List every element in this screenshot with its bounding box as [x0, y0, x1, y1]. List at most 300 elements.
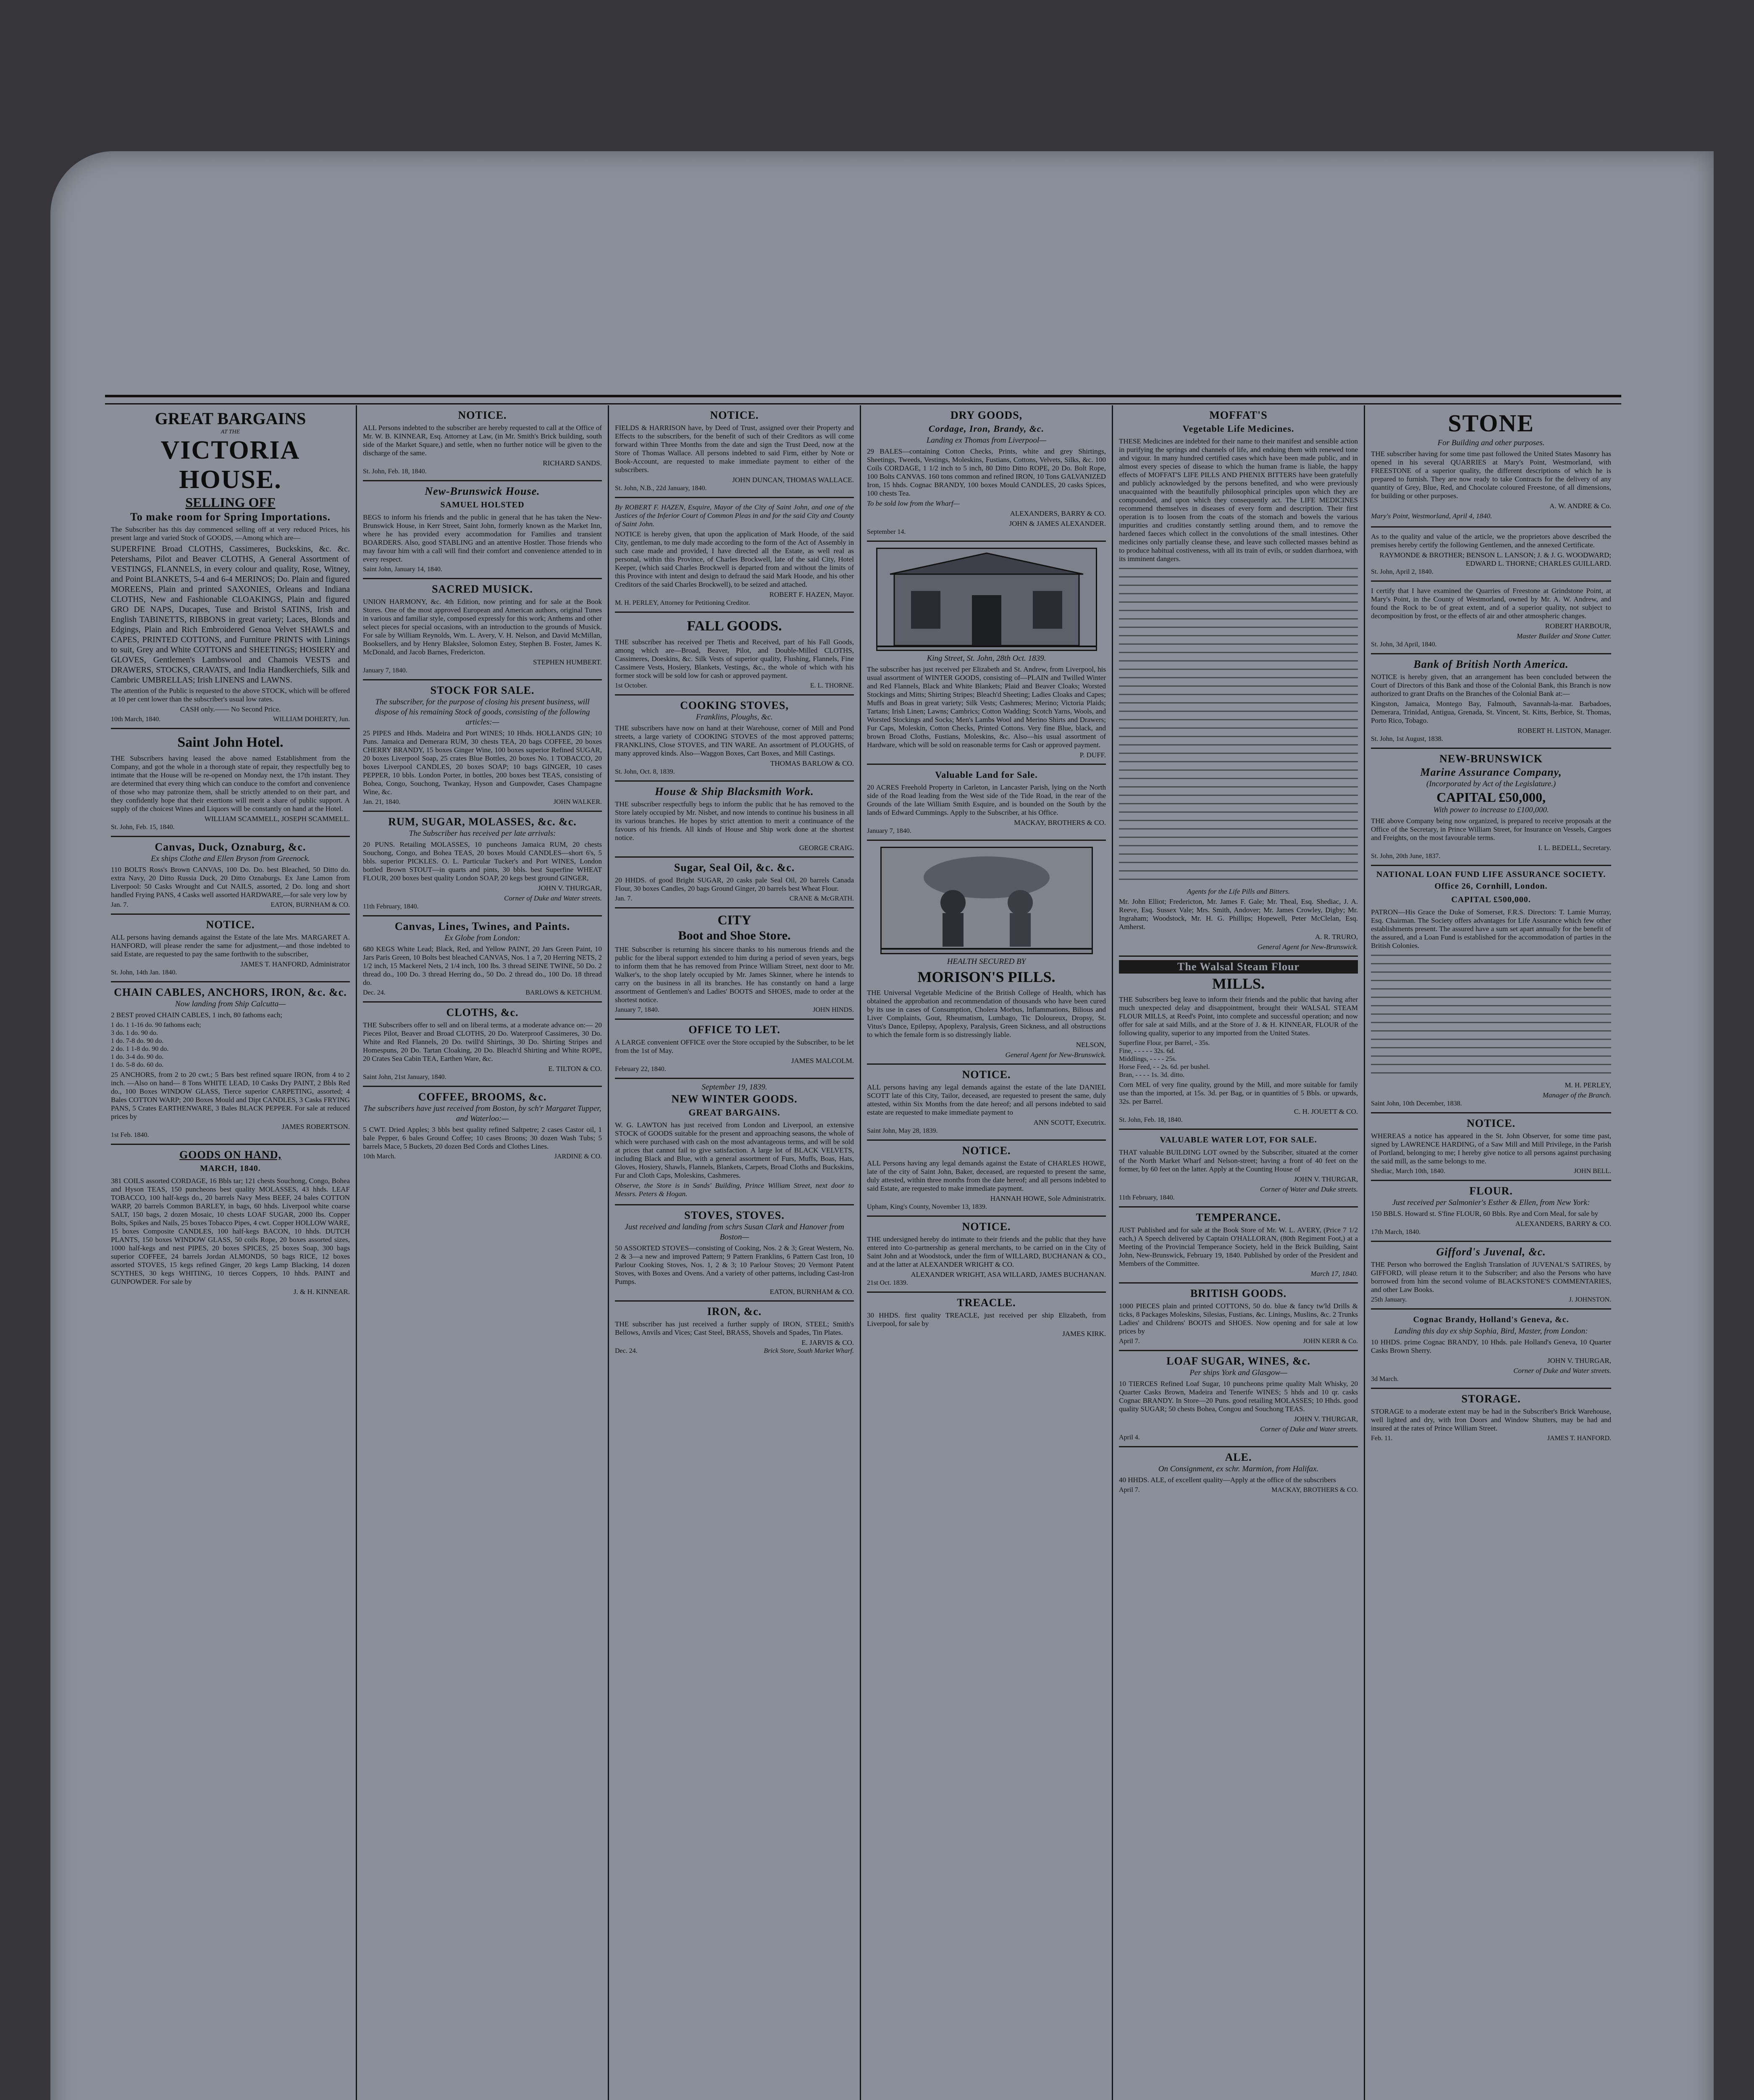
ad-title: VALUABLE WATER LOT, FOR SALE. [1160, 1135, 1317, 1144]
ad-title: TREACLE. [957, 1297, 1016, 1309]
ad-capital: CAPITAL £500,000. [1451, 895, 1531, 904]
cloths-ad [363, 1003, 602, 1087]
list-item: 1 do. 3-4 do. 90 do. [111, 1053, 164, 1060]
ad-signer: E. JARVIS & CO. [801, 1339, 854, 1347]
ad-footer [363, 565, 602, 574]
ad-signer: JOHN V. THURGAR, [1294, 1415, 1358, 1423]
ad-body: 20 HHDS. of good Bright SUGAR, 20 casks pale Seal Oil, 20 barrels Canada Flour, 30 boxes Candles, 20 bags Ground Ginger, 20 barrels best Wheat Flour. [615, 876, 854, 892]
price-row: Fine, - - - - - 32s. 6d. [1119, 1047, 1175, 1055]
ad-signer: THOMAS BARLOW & CO. [770, 759, 854, 767]
ad-title: NEW-BRUNSWICK [1439, 753, 1543, 765]
ad-body: THE Person who borrowed the English Translation of JUVENAL'S SATIRES, by GIFFORD, will please return it to the Subscriber; and also the Persons who have borrowed from him the second volume of BLACKSTONE'S COMMENTARIES, and other Law Books. [1371, 1260, 1611, 1294]
ad-title: GOODS ON HAND, [179, 1149, 281, 1161]
column-3 [609, 405, 861, 2100]
ad-title: COFFEE, BROOMS, &c. [418, 1091, 547, 1103]
ad-signer: ALEXANDERS, BARRY & CO. [1010, 509, 1106, 517]
ad-body: ALL persons having any legal demands against the estate of the late DANIEL SCOTT late of this City, Tailor, deceased, are requested to present the same, duly attested, within Six Months from the date hereof; and all persons indebted to said estate are requested to make immediate payment to [867, 1083, 1106, 1116]
ad-date: March 17, 1840. [1310, 1270, 1358, 1278]
ad-body: THE subscriber respectfully begs to inform the public that he has removed to the Store lately occupied by Mr. Nisbet, and now intends to continue his business in all its various branches. He hopes by strict attention to merit a continuance of the favours of his friends. All kinds of House and Ship work done at the shortest notice. [615, 800, 854, 842]
ad-subheading: Per ships York and Glasgow— [1189, 1368, 1287, 1377]
engraving-caption: King Street, St. John, 28th Oct. 1839. [927, 654, 1046, 663]
ad-subheading: SAMUEL HOLSTED [440, 500, 525, 509]
ad-footer [111, 715, 350, 724]
ad-body: THE subscriber having for some time past followed the United States Masonry has opened in his several QUARRIES at Mary's Point, Westmorland, with FREESTONE of a superior quality, the different descriptions of which he is prepared to furnish. They are now ready to take Contracts for the delivery of any quantity of Grey, Blue, Red, and Chocolate coloured Freestone, of all dimensions, for building or other purposes. [1371, 450, 1611, 500]
ad-title: The Walsal Steam Flour [1119, 960, 1358, 974]
ad-title: Boot and Shoe Store. [678, 929, 791, 942]
ad-capital-note: With power to increase to £100,000. [1433, 806, 1549, 814]
sands-notice-ad [363, 405, 602, 481]
ad-heading: GREAT BARGAINS [155, 409, 306, 428]
ad-signer: MACKAY, BROTHERS & CO. [1271, 1486, 1358, 1494]
ad-address: Manager of the Branch. [1542, 1091, 1611, 1099]
ad-title: DRY GOODS, [950, 409, 1023, 421]
ad-date: 25th January. [1371, 1296, 1407, 1303]
cooking-stoves-ad [615, 696, 854, 782]
coffee-brooms-ad [363, 1087, 602, 1165]
ad-signer: BARLOWS & KETCHUM. [525, 989, 602, 996]
price-row: Superfine Flour, per Barrel, - 35s. [1119, 1040, 1210, 1047]
ad-date: St. John, Feb. 18, 1840. [363, 468, 427, 475]
ad-subheading: Vegetable Life Medicines. [1182, 423, 1294, 434]
ad-address: Brick Store, South Market Wharf. [764, 1347, 854, 1354]
ad-footer [1371, 1296, 1611, 1304]
water-lot-ad [1119, 1130, 1358, 1208]
ad-body: The attention of the Public is requested to the above STOCK, which will be offered at 10 per cent lower than the subscriber's usual low rates. [111, 687, 350, 703]
ad-signer: JOHN V. THURGAR, [1294, 1175, 1358, 1183]
loaf-sugar-ad [1119, 1351, 1358, 1447]
new-brunswick-house-ad [363, 481, 602, 579]
walsal-mills-ad [1119, 957, 1358, 1130]
ad-body: 381 COILS assorted CORDAGE, 16 Bbls tar; 121 chests Souchong, Congo, Bohea and Hyson TEAS, 150 puncheons best quality MOLASSES, 43 hhds. LEAF TOBACCO, 100 half-kegs do., 20 barrels Navy Mess BEEF, 24 bales COTTON WARP, 20 barrels Common BARLEY, in bags, 60 hhds. Liverpool white coarse SALT, 150 bags, 2 dozen Mosaic, 10 chests LOAF SUGAR, 2000 lbs. Copper Bolts, Spikes and Nails, 25 boxes Tobacco Pipes, 4 cwt. Copper HOLLOW WARE, 15 boxes Composite CANDLES, 100 half-kegs BACON, 10 hhds. DUTCH PLANTS, 150 boxes WINDOW GLASS, 50 coils Rope, 20 boxes assorted sizes, 1000 half-kegs and nest PIPES, 20 boxes SPICES, 25 boxes Soap, 300 bags superior COFFEE, 24 barrels Jordan ALMONDS, 50 bags RICE, 12 boxes assorted STOVES, 15 kegs refined Ginger, 20 kegs Lamp Blacking, 14 dozen SCYTHES, 30 kegs WHITING, 10 tierces Coppers, 10 hhds. PAINT and GUNPOWDER. For sale by [111, 1177, 350, 1286]
ad-body: THE Subscribers having leased the above named Establishment from the Company, and got the whole in a thorough state of repair, they respectfully beg to intimate that the House will be re-opened on Monday next, the 17th instant. They are determined that every thing which can conduce to the comfort and convenience of those who may patronize them, shall be strictly attended to on their part, and they confidently hope that their exertions will merit a share of public support. A supply of the choicest Wines and Liquors will be constantly on hand at the Hotel. [111, 754, 350, 813]
ad-date: Jan. 21, 1840. [363, 798, 401, 806]
ad-capital: CAPITAL £50,000, [1436, 790, 1546, 805]
ad-signer: JOHN DUNCAN, THOMAS WALLACE. [732, 476, 854, 484]
ad-tagline: To make room for Spring Importations. [130, 511, 331, 523]
ad-body: THE Universal Vegetable Medicine of the British College of Health, which has obtained the approbation and recommendation of thousands who have been cured by its use in cases of Consumption, Cholera Morbus, Inflammations, Bilious and Liver Complaints, Gout, Rheumatism, Lumbago, Tic Doloureux, Dropsy, St. Vitus's Dance, Epilepsy, Apoplexy, Paralysis, Green Sickness, and all obstructions to which the female form is so distressingly liable. [867, 989, 1106, 1039]
ad-body: The Subscriber has this day commenced selling off at very reduced Prices, his present large and varied Stock of GOODS, —Among which are— [111, 525, 350, 542]
ad-title: LOAF SUGAR, WINES, &c. [1166, 1355, 1310, 1367]
ad-date: St. John, Feb. 18, 1840. [1119, 1116, 1183, 1124]
ad-date: 11th February, 1840. [363, 903, 419, 910]
stone-certificate [1371, 582, 1611, 654]
ad-date: St. John, 3d April, 1840. [1371, 641, 1437, 648]
stone-quality-testimonial [1371, 528, 1611, 582]
ad-signer: ALEXANDERS, BARRY & CO. [1515, 1220, 1611, 1228]
dry-goods-ad [867, 405, 1106, 542]
ad-signer: WILLIAM DOHERTY, Jun. [273, 716, 350, 723]
ad-date: St. John, 1st August, 1838. [1371, 735, 1443, 743]
ad-footer [111, 823, 350, 832]
ad-footer [1371, 568, 1611, 576]
storage-ad [1371, 1389, 1611, 1447]
ad-footer [363, 989, 602, 997]
ad-date: St. John, 14th Jan. 1840. [111, 969, 177, 976]
ad-body: 40 HHDS. ALE, of excellent quality—Apply at the office of the subscribers [1119, 1476, 1336, 1484]
ad-lead: By ROBERT F. HAZEN, Esquire, Mayor of the City of Saint John, and one of the Justices of the Inferior Court of Common Pleas in and for the said City and County of Saint John. [615, 503, 854, 528]
ad-footer [615, 895, 854, 903]
ad-date: September 19, 1839. [701, 1083, 767, 1092]
ad-body: 30 HHDS. first quality TREACLE, just received per ship Elizabeth, from Liverpool, for sale by [867, 1311, 1106, 1328]
ad-body: 150 BBLS. Howard st. S'fine FLOUR, 60 Bbls. Rye and Corn Meal, for sale by [1371, 1210, 1599, 1218]
ad-title: Cognac Brandy, Holland's Geneva, &c. [1413, 1315, 1569, 1324]
list-item: 3 do. 1 do. 90 do. [111, 1029, 158, 1037]
ad-subheading: Ex ships Clothe and Ellen Bryson from Greenock. [151, 854, 310, 863]
ad-signer: JAMES T. HANFORD, Administrator [240, 960, 350, 968]
ad-subheading: Marine Assurance Company, [1420, 766, 1562, 778]
ad-footer [615, 484, 854, 493]
mayor-notice [615, 498, 854, 613]
ad-title: FALL GOODS. [687, 618, 782, 634]
ad-title: OFFICE TO LET. [688, 1024, 780, 1036]
ad-date: January 7, 1840. [867, 827, 911, 835]
advertisement-columns [105, 405, 1621, 2100]
ad-body: A LARGE convenient OFFICE over the Store occupied by the Subscriber, to be let from the 1st of May. [615, 1038, 854, 1055]
ad-title: CLOTHS, &c. [446, 1006, 519, 1018]
price-row: Middlings, - - - - 25s. [1119, 1055, 1177, 1063]
ad-signer: JARDINE & CO. [554, 1153, 602, 1160]
ad-signer: WILLIAM SCAMMELL, JOSEPH SCAMMELL. [204, 815, 350, 823]
branch-places: Kingston, Jamaica, Montego Bay, Falmouth, Savannah-la-mar. Barbadoes, Demerara, Trinidad, Antigua, Grenada, St. Vincent, St. Kitts, Berbice, St. Thomas, Porto Rico, Tobago. [1371, 700, 1611, 724]
ad-address: Master Builder and Stone Cutter. [1516, 632, 1611, 640]
ad-date: January 7, 1840. [363, 667, 407, 674]
ad-body: 10 TIERCES Refined Loaf Sugar, 10 puncheons prime quality Malt Whisky, 20 Quarter Casks Brown, Madeira and Tenerife WINES; 5 hhds and 10 qr. casks Cognac BRANDY. In Store—20 Puns. good retailing MOLASSES; 10 Hhds. good quality SUGAR; 50 chests Bohea, Congou and Souchong TEAS. [1119, 1380, 1358, 1413]
ad-date: April 7. [1119, 1338, 1140, 1345]
ad-body: THE subscribers have now on hand at their Warehouse, corner of Mill and Pond streets, a large variety of COOKING STOVES of the most approved patterns; FRANKLINS, Close STOVES, and TIN WARE. An assortment of PLOUGHS, of many approved kinds. Also—Waggon Boxes, Cart Boxes, and Mill Castings. [615, 724, 854, 757]
ad-footer [615, 768, 854, 776]
moffats-medicines-ad [1119, 405, 1358, 957]
agents-heading: Agents for the Life Pills and Bitters. [1187, 887, 1290, 895]
ad-subheading: Landing ex Thomas from Liverpool— [926, 436, 1047, 445]
copartnership-notice [867, 1217, 1106, 1293]
ad-title: NOTICE. [458, 409, 507, 421]
ad-title: TEMPERANCE. [1196, 1211, 1281, 1223]
ad-subheading: Franklins, Ploughs, &c. [696, 713, 773, 722]
ad-footer [363, 798, 602, 806]
ad-title: NATIONAL LOAN FUND LIFE ASSURANCE SOCIETY. [1376, 870, 1606, 879]
ad-title: STOVES, STOVES. [684, 1209, 785, 1221]
ad-footer [615, 1347, 854, 1355]
ad-body: 10 HHDS. prime Cognac BRANDY, 10 Hhds. pale Holland's Geneva, 10 Quarter Casks Brown Sherry. [1371, 1338, 1611, 1354]
ad-body: PATRON—His Grace the Duke of Somerset, F.R.S. Directors: T. Lamie Murray, Esq. Chairman. The Society offers advantages for Life Assurance which few other establishments present. The assured have a sum set apart annually for the benefit of the assured, and a Loan Fund is established for the accommodation of parties in the British Colonies. [1371, 908, 1611, 950]
ad-title: STONE [1448, 410, 1534, 437]
blacksmith-ad [615, 782, 854, 858]
ad-title: CHAIN CABLES, ANCHORS, IRON, &c. &c. [114, 986, 347, 998]
ad-body: BEGS to inform his friends and the public in general that he has taken the New-Brunswick House, in Kerr Street, Saint John, formerly known as the Market Inn, where he has provided every accommodation for Families and transient BOARDERS. Also, good STABLING and an attentive Hostler. Those friends who may favour him with a call will find their comfort and convenience attended to in every respect. [363, 513, 602, 563]
saint-john-hotel-ad [111, 729, 350, 837]
ad-signer: ANN SCOTT, Executrix. [1033, 1118, 1106, 1126]
ad-subheading: SELLING OFF [185, 495, 276, 510]
ad-footer [111, 1131, 350, 1139]
list-item: 2 do. 1 1-8 do. 90 do. [111, 1045, 169, 1053]
ad-footer [1371, 1434, 1611, 1443]
ad-date: Mary's Point, Westmorland, April 4, 1840. [1371, 512, 1492, 520]
ad-body: JUST Published and for sale at the Book Store of Mr. W. L. AVERY, (Price 7 1/2 each,) A Speech delivered by Captain O'HALLORAN, (80th Regiment Foot,) at a Meeting of the Provincial Temperance Society, held in the Brick Building, Saint John, New-Brunswick, February 19, 1840. Published by order of the President and Members of the Committee. [1119, 1226, 1358, 1268]
ad-footer [615, 1065, 854, 1074]
ad-body-continued [1371, 953, 1611, 1079]
column-1 [105, 405, 357, 2100]
column-6 [1365, 405, 1617, 2100]
ad-date: Dec. 24. [363, 989, 386, 996]
ad-date: St. John, 20th June, 1837. [1371, 853, 1441, 860]
ad-signer: GEORGE CRAIG. [799, 844, 854, 852]
rum-sugar-ad [363, 812, 602, 916]
ad-signer: EATON, BURNHAM & CO. [769, 1288, 854, 1296]
ad-title: Saint John Hotel. [177, 735, 284, 750]
ad-footer [867, 528, 1106, 536]
sacred-musick-ad [363, 579, 602, 680]
land-for-sale-ad [867, 765, 1106, 841]
ad-date: M. H. PERLEY, Attorney for Petitioning Creditor. [615, 599, 750, 606]
ad-title: NOTICE. [962, 1068, 1011, 1081]
ad-footer [1119, 1337, 1358, 1346]
top-rule [105, 395, 1621, 404]
ad-title: New-Brunswick House. [425, 485, 540, 497]
ad-footer [867, 1203, 1106, 1211]
ad-signer: EATON, BURNHAM & CO. [270, 901, 350, 908]
temperance-ad [1119, 1208, 1358, 1284]
ad-date: Shediac, March 10th, 1840. [1371, 1168, 1445, 1175]
ad-body: UNION HARMONY, &c. 4th Edition, now printing and for sale at the Book Stores. One of the most approved European and American authors, original Tunes in various and familiar style, composed expressly for this work; Anthems and other select pieces for special occasions, with an introduction to the grounds of Musick. For sale by William Reynolds, Wm. L. Avery, V. H. Nelson, and David McMillan, Booksellers, and by Henry Blakslee, Solomon Estey, Stephen B. Foster, James K. McDonald, and Jacob Barnes, Fredericton. [363, 598, 602, 656]
ad-footer [363, 903, 602, 911]
ad-body: NOTICE is hereby given, that upon the application of Mark Hoode, of the said City, gentleman, to me duly made according to the form of the Act of Assembly in such case made and provided, I have directed all the Estate, as well real as personal, within this Province, of Charles Brockwell, late of the said City, Hotel Keeper, (which said Charles Brockwell is departed from and without the limits of this Province with intent and design to defraud the said Mark Hoode, and his other Creditors of the said Charles Brockwell), to be seized and attached. [615, 530, 854, 588]
ad-body: 680 KEGS White Lead; Black, Red, and Yellow PAINT, 20 Jars Green Paint, 10 Jars Paris Green, 10 Bolts best bleached CANVAS, Nos. 1 a 7, 20 Herring NETS, 2 1/2 inch, 15 Mackerel Nets, 2 1/4 inch, 100 lbs. 3 thread SEINE TWINE, 50 Do. 2 thread do., 100 Do. 3 thread Herring do., 50 Do. 2 thread do., 100 Do. 18 thread do. [363, 945, 602, 987]
ad-date: St. John, Feb. 15, 1840. [111, 824, 175, 831]
ad-body: THE above Company being now organized, is prepared to receive proposals at the Office of the Secretary, in Prince William Street, for Insurance on Vessels, Cargoes and Freights, on the most favourable terms. [1371, 817, 1611, 842]
ad-signer: JOHN KERR & Co. [1303, 1338, 1358, 1345]
ad-title: NOTICE. [962, 1144, 1011, 1157]
ad-signer: JAMES T. HANFORD. [1547, 1435, 1611, 1442]
victoria-house-ad [111, 405, 350, 729]
ad-signer: ROBERT HARBOUR, [1545, 622, 1611, 630]
allegorical-engraving [880, 847, 1093, 954]
ad-footer [363, 1152, 602, 1161]
ad-title: NOTICE. [1466, 1117, 1516, 1129]
ad-footer [1371, 1167, 1611, 1176]
ad-date: 10th March, 1840. [111, 716, 161, 723]
ad-footer [1371, 640, 1611, 649]
canvas-lines-ad [363, 916, 602, 1003]
fields-harrison-notice [615, 405, 854, 498]
ad-date: September 14. [867, 528, 906, 536]
ad-date: St. John, Oct. 8, 1839. [615, 768, 675, 775]
ad-body-continued [1119, 566, 1358, 885]
ad-footer [1119, 1433, 1358, 1442]
ad-signer: J. JOHNSTON. [1569, 1296, 1611, 1303]
ad-date: 11th February, 1840. [1119, 1194, 1175, 1201]
ad-subheading: AT THE [221, 429, 240, 435]
ad-title: IRON, &c. [707, 1305, 762, 1318]
ad-signer: JAMES MALCOLM. [791, 1057, 854, 1065]
goods-on-hand-ad [111, 1145, 350, 1300]
ad-subheading: The Subscriber has received per late arrivals: [409, 829, 556, 838]
ad-title: VICTORIA HOUSE. [160, 436, 300, 494]
ad-body: 1000 PIECES plain and printed COTTONS, 50 do. blue & fancy tw'ld Drills & ticks, 8 Packages Moleskins, Silesias, Fustians, &c. Linings, Muslins, &c. 2 Trunks Ladies' and Childrens' BOOTS and SHOES. Now opening and for sale at low prices by [1119, 1302, 1358, 1335]
ad-body: THE Subscribers beg leave to inform their friends and the public that having after much unexpected delay and disappointment, brought their WALSAL STEAM FLOUR MILLS, at Reed's Point, into complete and successful operation; and now offer for sale at said Mills, and at the Store of J. & H. KINNEAR, FLOUR of the following quality, superior to any imported from the United States. [1119, 995, 1358, 1037]
ad-footer [1371, 1100, 1611, 1108]
ad-signer: ROBERT H. LISTON, Manager. [1517, 727, 1611, 735]
ad-signer: RICHARD SANDS. [543, 459, 602, 467]
storefront-engraving [876, 548, 1097, 651]
ad-date: 1st Feb. 1840. [111, 1131, 149, 1139]
ad-subheading: Just received and landing from schrs Susan Clark and Hanover from Boston— [625, 1223, 844, 1242]
ad-date: April 4. [1119, 1434, 1140, 1441]
ad-body: THE Subscriber is returning his sincere thanks to his numerous friends and the public for the liberal support extended to him during a period of seven years, begs to inform them that he has removed from Prince William Street, next door to Mr. Walker's, to the shop lately occupied by Mr. James Skinner, where he intends to carry on the business in all its branches. He has constantly on hand a large assortment of Gentlemen's and Ladies' BOOTS and SHOES, made to order at the shortest notice. [615, 945, 854, 1004]
ad-date: Saint John, 21st January, 1840. [363, 1074, 446, 1081]
ad-body: STORAGE to a moderate extent may be had in the Subscriber's Brick Warehouse, well lighted and dry, with Iron Doors and Window Shutters, may be had and insured at the rates of Prince William Street. [1371, 1407, 1611, 1432]
ad-date: April 7. [1119, 1486, 1140, 1494]
ad-footer [111, 901, 350, 909]
ad-subheading: Now landing from Ship Calcutta— [175, 1000, 286, 1008]
ad-footer [363, 1073, 602, 1082]
stock-for-sale-ad [363, 680, 602, 812]
british-goods-ad [1119, 1284, 1358, 1351]
ad-note: Observe, the Store is in Sands' Building, Prince William Street, next door to Messrs. Peters & Hogan. [615, 1181, 854, 1198]
ad-subheading: Cordage, Iron, Brandy, &c. [928, 423, 1045, 434]
ad-body: THE subscriber has received per Thetis and Received, part of his Fall Goods, among which are—Broad, Beaver, Pilot, and Double-Milled CLOTHS, Cassimeres, Doeskins, &c. Silk Vests of superior quality, Flushing, Flannels, Fine Cassimere Vests, Hosiery, Blankets, Vestings, &c., the whole of which with his former stock will be sold low for cash or approved payment. [615, 638, 854, 680]
ad-title: RUM, SUGAR, MOLASSES, &c. &c. [388, 816, 577, 828]
price-row: Horse Feed, - - 2s. 6d. per bushel. [1119, 1063, 1210, 1071]
ad-body: 25 PIPES and Hhds. Madeira and Port WINES; 10 Hhds. HOLLANDS GIN; 10 Puns. Jamaica and Demerara RUM, 30 chests TEA, 20 bags COFFEE, 20 boxes CHERRY BRANDY, 15 boxes Ginger Wine, 100 boxes superior Refined SUGAR, 20 boxes Liverpool Soap, 25 crates Blue Bottles, 20 boxes No. 1 TOBACCO, 20 boxes Liverpool CANDLES, 20 boxes SOAP; 10 bags GINGER, 10 cases PEPPER, 10 bbls. London Porter, in bottles, 200 boxes best TEAS, consisting of Bohea, Congo, Souchong, Twankay, Hyson and Gunpowder, Cases Champagne Wine, &c. [363, 729, 602, 796]
ad-goods-list: SUPERFINE Broad CLOTHS, Cassimeres, Buckskins, &c. &c. Petershams, Pilot and Beaver CLOTHS, A General Assortment of VESTINGS, FLANNELS, in every colour and quality, Rose, Witney, and Point BLANKETS, 5-4 and 6-4 MERINOS; Do. Plain and figured MOREENS, Plain and printed SAXONIES, Orleans and Indiana CLOTHS, New and Fashionable CLOAKINGS, Plain and figured GRO DE NAPS, Ducapes, Tuse and Bristol SATINS, Irish and English TABINETTS, RIBBONS in great variety; Laces, Blonds and Edgings, Plain and Rich Embroidered Genoa Velvet SHAWLS and CAPES, PRINTED COTTONS, and Furniture PRINTS with Linings to suit, Grey and White COTTONS and SHEETINGS; HOSIERY and GLOVES, Gentlemen's Lambswool and Chamois VESTS and DRAWERS, STOCKS, CRAVATS, and India Handkerchiefs, Silk and Cambric UMBRELLAS; Irish LINENS and LAWNS. [111, 544, 350, 685]
ad-date: Jan. 7. [615, 895, 633, 902]
ad-subheading: For Building and other purposes. [1437, 438, 1545, 447]
ad-footer [867, 1127, 1106, 1135]
bell-notice [1371, 1113, 1611, 1181]
treacle-ad [867, 1293, 1106, 1342]
ad-date: Jan. 7. [111, 901, 129, 908]
ad-date: Upham, King's County, November 13, 1839. [867, 1203, 987, 1210]
ad-body: FIELDS & HARRISON have, by Deed of Trust, assigned over their Property and Effects to the subscribers, for the benefit of such of their Creditors as will come forward within Three Months from the date and sign the Trust Deed, now at the Store of Thomas Wallace. All persons indebted to said Firm, either by Note or Book-Account, are requested to make immediate payment to either of the subscribers. [615, 424, 854, 474]
ad-footer [111, 969, 350, 977]
ad-subheading: MARCH, 1840. [200, 1164, 261, 1173]
ad-footer [1371, 1228, 1611, 1236]
ad-terms: CASH only.—— No Second Price. [180, 705, 281, 713]
ad-date: St. John, April 2, 1840. [1371, 568, 1434, 575]
ad-signer: JOHN WALKER. [553, 798, 602, 806]
ad-body: Corn MEL of very fine quality, ground by the Mill, and more suitable for family use than the imported, at 15s. 3d. per Bag, or in quantities of 5 Bbls. or upwards, 32s. per Barrel. [1119, 1081, 1358, 1105]
ad-title: NEW WINTER GOODS. [671, 1093, 798, 1105]
ad-body: WHEREAS a notice has appeared in the St. John Observer, for some time past, signed by LAWRENCE HARDING, of a Saw Mill and Mill Privilege, in the Parish of Portland, belonging to me; I hereby give notice to all persons against purchasing the said mill, as the same belongs to me. [1371, 1132, 1611, 1165]
cognac-brandy-ad [1371, 1310, 1611, 1389]
ad-signer: P. DUFF. [1079, 751, 1106, 759]
marine-assurance-ad [1371, 749, 1611, 866]
ad-address: Corner of Water and Duke streets. [1260, 1185, 1358, 1193]
ad-title: House & Ship Blacksmith Work. [655, 785, 814, 798]
ad-date: 21st Oct. 1839. [867, 1279, 908, 1286]
ad-subheading: The subscribers have just received from Boston, by sch'r Margaret Tupper, and Waterloo:— [363, 1104, 601, 1123]
ad-signer: RAYMONDE & BROTHER; BENSON L. LANSON; J. & J. G. WOODWARD; EDWARD L. THORNE; CHARLES GUILLARD. [1379, 551, 1611, 567]
ad-date: Saint John, January 14, 1840. [363, 566, 442, 573]
ad-subheading: GREAT BARGAINS. [688, 1107, 780, 1118]
howe-notice [867, 1141, 1106, 1217]
ad-title: NOTICE. [962, 1221, 1011, 1233]
ad-signer: A. W. ANDRE & Co. [1549, 502, 1611, 510]
ad-date: January 7, 1840. [615, 1006, 659, 1013]
ad-body: 29 BALES—containing Cotton Checks, Prints, white and grey Shirtings, Sheetings, Tweeds, Vestings, Moleskins, Fustians, Cottons, Velvets, Silks, &c. 100 Coils CORDAGE, 1 1/2 inch to 5 inch, 80 Ditto Ditto ROPE, 20 Do. Bolt Rope, 100 Bolts CANVAS. 160 tons common and refined IRON, 10 Tons GALVANIZED Iron, 15 hhds. Cognac BRANDY, 100 boxes Mould CANDLES, 20 casks Spices, 100 chests Tea. [867, 447, 1106, 497]
ad-date: St. John, N.B., 22d January, 1840. [615, 485, 707, 492]
ad-footer [615, 599, 854, 607]
ale-ad [1119, 1447, 1358, 1499]
stoves-ad [615, 1205, 854, 1302]
ad-footer [867, 827, 1106, 835]
ad-subheading: Just received per Salmonier's Esther & Ellen, from New York: [1392, 1198, 1590, 1207]
ad-address: Corner of Duke and Water streets. [1513, 1367, 1611, 1375]
ad-address: Corner of Duke and Water streets. [504, 894, 602, 902]
ad-title: Gifford's Juvenal, &c. [1436, 1246, 1546, 1258]
ad-body: 20 ACRES Freehold Property in Carleton, in Lancaster Parish, lying on the North side of the Road leading from the West side of the Tide Road, in the rear of the Grounds of the late William Smith Esquire, and is bounded on the South by the lands of Edward Cummings. Apply to the Subscriber, at his Office. [867, 783, 1106, 816]
ad-title: Valuable Land for Sale. [935, 769, 1038, 780]
ad-title: Bank of British North America. [1413, 658, 1569, 670]
ad-footer [1371, 1375, 1611, 1383]
list-item: 1 do. 1 1-16 do. 90 fathoms each; [111, 1021, 201, 1029]
ad-date: Dec. 24. [615, 1347, 638, 1354]
ad-body: W. G. LAWTON has just received from London and Liverpool, an extensive STOCK of GOODS suitable for the present and approaching seasons, the whole of which were purchased with cash on the most advantageous terms, and will be sold at prices that cannot fail to give satisfaction. A large lot of BLACK VELVETS, including Black and Blue, with a general assortment of Furs, Muffs, Boas, Hats, Gloves, Hosiery, Shawls, Flannels, Blankets, Carpets, Broad Cloths and Buckskins, Fur and Cloth Caps, Moleskins, Cashmeres. [615, 1121, 854, 1179]
ad-title: Canvas, Duck, Oznaburg, &c. [155, 841, 306, 853]
ad-title: NOTICE. [206, 919, 255, 931]
ad-signer: ROBERT F. HAZEN, Mayor. [769, 591, 854, 598]
ad-footer [1371, 735, 1611, 743]
ad-body: THE Subscribers offer to sell and on liberal terms, at a moderate advance on:— 20 Pieces Pilot, Beaver and Broad CLOTHS, 20 Do. Waterproof Cassimeres, 30 Do. White and Red Flannels, 20 Do. twill'd Shirtings, 30 Do. Shirting Stripes and Homespuns, 20 Do. Tartan Cloaking, 20 Do. Bleach'd Shirting and White ROPE, 20 Crates Sea Cabin TEA, Earthen Ware, &c. [363, 1021, 602, 1063]
ad-body: THESE Medicines are indebted for their name to their manifest and sensible action in purifying the springs and channels of life, and enduing them with renewed tone and vigour. In many hundred certified cases which have been made public, and in almost every species of disease to which the human frame is liable, the happy effects of MOFFAT'S LIFE PILLS AND PHENIX BITTERS have been gratefully and publicly acknowledged by the persons benefited, and who were previously unacquainted with the beautifully philosophical principles upon which they are compounded, and upon which they consequently act. The LIFE MEDICINES recommend themselves in diseases of every form and description. Their first operation is to loosen from the coats of the stomach and bowels the various impurities and crudities constantly settling around them, and to remove the hardened faeces which collect in the convolutions of the small intestines. Other medicines only partially cleanse these, and leave such collected masses behind as to produce habitual costiveness, with all its train of evils, or sudden diarrhoea, with its imminent dangers. [1119, 437, 1358, 563]
ad-title: MOFFAT'S [1209, 409, 1268, 421]
ad-body: ALL Persons having any legal demands against the Estate of CHARLES HOWE, late of the city of Saint John, Baker, deceased, are requested to present the same, duly attested, within three months from the date hereof; and all persons indebted to said Estate, are requested to make immediate payment. [867, 1159, 1106, 1192]
ad-signer: E. L. THORNE. [810, 682, 854, 689]
ad-address: General Agent for New-Brunswick. [1005, 1051, 1106, 1059]
morisons-pills-ad [867, 841, 1106, 1065]
ad-signer: JOHN BELL. [1574, 1168, 1611, 1175]
ad-footer [867, 1279, 1106, 1287]
ad-footer [1119, 1486, 1358, 1494]
ad-signer: HANNAH HOWE, Sole Administratrix. [990, 1194, 1106, 1202]
iron-ad [615, 1302, 854, 1360]
ad-title: CITY [717, 912, 751, 927]
ad-address: General Agent for New-Brunswick. [1257, 943, 1358, 951]
ad-subheading: The subscriber, for the purpose of closing his present business, will dispose of his remaining Stock of goods, consisting of the following articles:— [375, 698, 590, 727]
canvas-duck-ad [111, 837, 350, 915]
ad-date: February 22, 1840. [615, 1066, 666, 1073]
ad-body: 5 CWT. Dried Apples; 3 bbls best quality refined Saltpetre; 2 cases Castor oil, 1 bale Pepper, 6 bales Ground Coffee; 10 cases Broons; 30 dozen Wash Tubs; 5 barrels Mace, 5 Buckets, 20 dozen Bed Cords and Clothes Lines. [363, 1126, 602, 1150]
ad-footer [1119, 1116, 1358, 1124]
ad-title: STOCK FOR SALE. [430, 684, 535, 696]
ad-signer: I. L. BEDELL, Secretary. [1538, 844, 1611, 852]
ad-body: 50 ASSORTED STOVES—consisting of Cooking, Nos. 2 & 3; Great Western, No. 2 & 3—a new and improved Pattern; 9 Pattern Franklins, 6 Pattern Cast Iron, 10 Parlour Cooking Stoves, Nos. 1, 2 & 3; 10 Parlour Stoves; 20 Vermont Patent Stoves, with Boxes and Ovens. And a variety of other patterns, including Cast-Iron Pumps. [615, 1244, 854, 1286]
column-4 [861, 405, 1113, 2100]
price-row: Bran, - - - - 1s. 3d. ditto. [1119, 1071, 1184, 1079]
ad-date: Saint John, 10th December, 1838. [1371, 1100, 1462, 1107]
ad-signer: JAMES KIRK. [1062, 1330, 1106, 1338]
ad-title: NOTICE. [710, 409, 759, 421]
flour-ad [1371, 1181, 1611, 1242]
ad-footer [1119, 1194, 1358, 1202]
boot-shoe-store-ad [615, 908, 854, 1020]
ad-footer [363, 467, 602, 476]
ad-body: ALL persons having demands against the Estate of the late Mrs. MARGARET A. HANFORD, will please render the same for adjustment,—and those indebted to said Estate, are requested to pay the same forthwith to the subscriber, [111, 933, 350, 958]
ad-title: COOKING STOVES, [680, 699, 789, 711]
ad-title: SACRED MUSICK. [432, 583, 533, 595]
engraving-caption: HEALTH SECURED BY [947, 957, 1026, 966]
ad-body: THAT valuable BUILDING LOT owned by the Subscriber, situated at the corner of the North Market Wharf and Nelson-street; having a front of 40 feet on the former, by 60 feet on the latter. Apply at the Counting House of [1119, 1148, 1358, 1173]
ad-body: The subscriber has just received per Elizabeth and St. Andrew, from Liverpool, his usual assortment of WINTER GOODS, consisting of—PLAIN and Twilled Winter and Red Flannels, Black and White Blankets; Plaid and Beaver Cloaks; Worsted Stockings and Mitts; Shirting Stripes; Bleach'd Sheeting; Ladies Cloaks and Capes; Muffs and Boas in great variety; Silk Vests; Cashmeres; Merino; Victoria Plaids; Tartans; Irish Linen; Lawns; Cambrics; Cotton Wadding; Scotch Yarns, Wools, and Worsted Stockings and Socks; Men's Lambs Wool and Merino Shirts and Drawers; Fur Caps, Moleskin, Cotton Checks, Printed Cottons. Very fine Blue, black, and brown Broad Cloths, Fustians, Moleskins, &c. Also—his usual assortment of Hardware, which will be sold on reasonable terms for Cash or approved payment. [867, 665, 1106, 749]
ad-address: Corner of Duke and Water streets. [1260, 1425, 1358, 1433]
ad-body: THE undersigned hereby do intimate to their friends and the public that they have entered into Co-partnership as general merchants, to be carried on in the City of Saint John and at Woodstock, under the firm of WILLARD, BUCHANAN & CO., and at the latter at ALEXANDER WRIGHT & CO. [867, 1235, 1106, 1268]
ad-signer: E. TILTON & CO. [548, 1065, 602, 1073]
column-5 [1113, 405, 1365, 2100]
ad-date: Feb. 11. [1371, 1435, 1393, 1442]
ad-title: BRITISH GOODS. [1190, 1287, 1287, 1299]
ad-signer: A. R. TRURO, [1315, 933, 1358, 941]
ad-title: MORISON'S PILLS. [917, 969, 1056, 985]
